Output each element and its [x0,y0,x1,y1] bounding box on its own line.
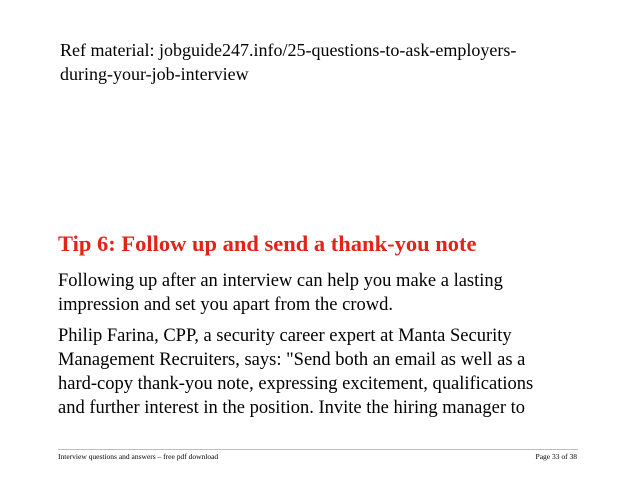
paragraph-line: impression and set you apart from the crowd. [58,295,393,315]
tip-heading: Tip 6: Follow up and send a thank-you note [58,231,477,256]
paragraph-quote [58,324,578,420]
paragraph-line: Following up after an interview can help you make a lasting [58,271,503,291]
reference-line-2: during-your-job-interview [60,64,249,84]
paragraph-line: Philip Farina, CPP, a security career expert at Manta Security [58,326,512,346]
page-number: Page 33 of 38 [535,452,577,461]
paragraph-line: hard-copy thank-you note, expressing excitement, qualifications [58,374,534,394]
paragraph-line: Management Recruiters, says: "Send both an email as well as a [58,350,526,370]
footer-title: Interview questions and answers – free pdf download [58,452,219,461]
reference-line-1: Ref material: jobguide247.info/25-questions-to-ask-employers- [60,40,517,60]
paragraph-follow-up [58,269,578,317]
reference-material [60,38,580,86]
paragraph-line: and further interest in the position. Invite the hiring manager to [58,398,525,418]
footer-divider [58,449,578,450]
